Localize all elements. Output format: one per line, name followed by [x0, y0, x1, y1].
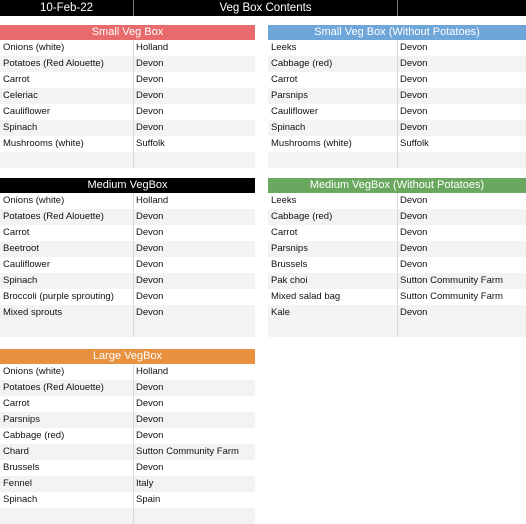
table-row: [0, 444, 255, 460]
column-divider: [133, 305, 134, 321]
column-divider: [133, 152, 134, 168]
table-row: [0, 225, 255, 241]
column-divider: [397, 321, 398, 337]
origin-cell[interactable]: Devon: [400, 227, 428, 238]
column-divider: [133, 120, 134, 136]
table-row: [0, 380, 255, 396]
column-divider: [397, 241, 398, 257]
table-row: [0, 72, 255, 88]
table-row: [0, 136, 255, 152]
origin-cell[interactable]: Devon: [400, 195, 428, 206]
item-cell[interactable]: Mushrooms (white): [271, 138, 352, 149]
item-cell[interactable]: Mixed sprouts: [3, 307, 63, 318]
column-divider: [397, 152, 398, 168]
item-cell[interactable]: Spinach: [271, 122, 306, 133]
item-cell[interactable]: Parsnips: [271, 243, 308, 254]
item-cell[interactable]: Leeks: [271, 42, 297, 53]
item-cell[interactable]: Fennel: [3, 478, 33, 489]
origin-cell[interactable]: Suffolk: [400, 138, 429, 149]
small-veg-box-title[interactable]: Small Veg Box: [0, 25, 255, 40]
large-vegbox-rows: [0, 364, 255, 524]
origin-cell[interactable]: Devon: [136, 58, 164, 69]
column-divider: [397, 273, 398, 289]
item-cell[interactable]: Parsnips: [271, 90, 308, 101]
item-cell[interactable]: Cabbage (red): [3, 430, 65, 441]
origin-cell[interactable]: Sutton Community Farm: [400, 275, 503, 286]
item-cell[interactable]: Spinach: [3, 494, 38, 505]
empty-row[interactable]: [0, 321, 255, 337]
origin-cell[interactable]: Sutton Community Farm: [400, 291, 503, 302]
origin-cell[interactable]: Devon: [400, 74, 428, 85]
table-row: [0, 396, 255, 412]
item-cell[interactable]: Potatoes (Red Alouette): [3, 58, 104, 69]
empty-row[interactable]: [268, 321, 526, 337]
table-row: [0, 428, 255, 444]
item-cell[interactable]: Cauliflower: [271, 106, 318, 117]
item-cell[interactable]: Carrot: [271, 74, 298, 85]
column-divider: [133, 88, 134, 104]
item-cell[interactable]: Potatoes (Red Alouette): [3, 211, 104, 222]
medium-vegbox-without-potatoes-table: [268, 178, 526, 337]
table-row: [268, 72, 526, 88]
column-divider: [133, 412, 134, 428]
origin-cell[interactable]: Devon: [400, 211, 428, 222]
origin-cell[interactable]: Suffolk: [136, 138, 165, 149]
table-row: [0, 257, 255, 273]
column-divider: [133, 241, 134, 257]
table-row: [268, 193, 526, 209]
column-divider: [397, 305, 398, 321]
table-row: [268, 88, 526, 104]
origin-cell[interactable]: Devon: [136, 122, 164, 133]
column-divider: [133, 104, 134, 120]
item-cell[interactable]: Cauliflower: [3, 259, 50, 270]
table-row: [0, 104, 255, 120]
column-divider: [133, 396, 134, 412]
column-divider: [133, 364, 134, 380]
column-divider: [133, 289, 134, 305]
origin-cell[interactable]: Devon: [136, 414, 164, 425]
item-cell[interactable]: Potatoes (Red Alouette): [3, 382, 104, 393]
large-vegbox-table: [0, 349, 255, 524]
table-row: [268, 40, 526, 56]
table-row: [0, 241, 255, 257]
origin-cell[interactable]: Devon: [400, 243, 428, 254]
sheet-header: [0, 0, 526, 16]
medium-vegbox-title[interactable]: Medium VegBox: [0, 178, 255, 193]
column-divider: [133, 460, 134, 476]
item-cell[interactable]: Onions (white): [3, 195, 65, 206]
table-row: [0, 460, 255, 476]
item-cell[interactable]: Celeriac: [3, 90, 38, 101]
table-row: [0, 56, 255, 72]
item-cell[interactable]: Leeks: [271, 195, 297, 206]
item-cell[interactable]: Chard: [3, 446, 29, 457]
table-row: [268, 225, 526, 241]
table-row: [0, 305, 255, 321]
origin-cell[interactable]: Spain: [136, 494, 161, 505]
origin-cell[interactable]: Devon: [400, 106, 428, 117]
origin-cell[interactable]: Devon: [136, 243, 164, 254]
medium-vegbox-without-potatoes-rows: [268, 193, 526, 337]
medium-vegbox-table: [0, 178, 255, 337]
table-row: [0, 40, 255, 56]
column-divider: [133, 492, 134, 508]
item-cell[interactable]: Kale: [271, 307, 291, 318]
origin-cell[interactable]: Devon: [400, 58, 428, 69]
item-cell[interactable]: Parsnips: [3, 414, 40, 425]
origin-cell[interactable]: Devon: [400, 307, 428, 318]
table-row: [0, 476, 255, 492]
origin-cell[interactable]: Devon: [136, 90, 164, 101]
origin-cell[interactable]: Holland: [136, 195, 169, 206]
origin-cell[interactable]: Devon: [136, 307, 164, 318]
origin-cell[interactable]: Sutton Community Farm: [136, 446, 239, 457]
origin-cell[interactable]: Devon: [136, 259, 164, 270]
item-cell[interactable]: Pak choi: [271, 275, 308, 286]
table-row: [0, 88, 255, 104]
table-row: [268, 289, 526, 305]
empty-row[interactable]: [0, 508, 255, 524]
column-divider: [397, 40, 398, 56]
column-divider: [397, 56, 398, 72]
header-divider: [397, 0, 398, 16]
item-cell[interactable]: Carrot: [271, 227, 298, 238]
item-cell[interactable]: Carrot: [3, 398, 30, 409]
item-cell[interactable]: Spinach: [3, 275, 38, 286]
item-cell[interactable]: Beetroot: [3, 243, 39, 254]
origin-cell[interactable]: Italy: [136, 478, 154, 489]
origin-cell[interactable]: Devon: [136, 398, 164, 409]
column-divider: [397, 193, 398, 209]
origin-cell[interactable]: Devon: [136, 275, 164, 286]
item-cell[interactable]: Onions (white): [3, 366, 65, 377]
origin-cell[interactable]: Devon: [400, 259, 428, 270]
item-cell[interactable]: Onions (white): [3, 42, 65, 53]
small-veg-box-without-potatoes-table: [268, 25, 526, 168]
origin-cell[interactable]: Devon: [400, 122, 428, 133]
table-row: [268, 241, 526, 257]
table-row: [268, 257, 526, 273]
column-divider: [133, 209, 134, 225]
table-row: [0, 289, 255, 305]
column-divider: [133, 56, 134, 72]
table-row: [0, 193, 255, 209]
column-divider: [397, 104, 398, 120]
origin-cell[interactable]: Devon: [136, 430, 164, 441]
item-cell[interactable]: Cauliflower: [3, 106, 50, 117]
small-veg-box-rows: [0, 40, 255, 168]
column-divider: [133, 380, 134, 396]
table-row: [0, 412, 255, 428]
table-row: [268, 305, 526, 321]
small-veg-box-without-potatoes-title[interactable]: Small Veg Box (Without Potatoes): [268, 25, 526, 40]
origin-cell[interactable]: Holland: [136, 366, 169, 377]
column-divider: [133, 40, 134, 56]
item-cell[interactable]: Mushrooms (white): [3, 138, 84, 149]
small-veg-box-table: [0, 25, 255, 168]
column-divider: [397, 289, 398, 305]
origin-cell[interactable]: Devon: [136, 382, 164, 393]
column-divider: [133, 508, 134, 524]
table-row: [268, 56, 526, 72]
column-divider: [133, 428, 134, 444]
table-row: [268, 209, 526, 225]
origin-cell[interactable]: Devon: [136, 227, 164, 238]
column-divider: [397, 257, 398, 273]
header-title[interactable]: Veg Box Contents: [219, 2, 312, 14]
item-cell[interactable]: Cabbage (red): [271, 58, 333, 69]
origin-cell[interactable]: Devon: [136, 462, 164, 473]
column-divider: [133, 136, 134, 152]
column-divider: [133, 193, 134, 209]
origin-cell[interactable]: Holland: [136, 42, 169, 53]
item-cell[interactable]: Mixed salad bag: [271, 291, 341, 302]
origin-cell[interactable]: Devon: [136, 74, 164, 85]
table-row: [0, 209, 255, 225]
table-row: [0, 120, 255, 136]
table-row: [268, 120, 526, 136]
item-cell[interactable]: Carrot: [3, 74, 30, 85]
column-divider: [397, 136, 398, 152]
origin-cell[interactable]: Devon: [136, 106, 164, 117]
table-row: [0, 364, 255, 380]
small-veg-box-without-potatoes-rows: [268, 40, 526, 168]
column-divider: [133, 257, 134, 273]
column-divider: [133, 476, 134, 492]
origin-cell[interactable]: Devon: [136, 291, 164, 302]
table-row: [268, 136, 526, 152]
item-cell[interactable]: Brussels: [3, 462, 40, 473]
item-cell[interactable]: Broccoli (purple sprouting): [3, 291, 114, 302]
column-divider: [133, 321, 134, 337]
header-date[interactable]: 10-Feb-22: [39, 2, 94, 14]
origin-cell[interactable]: Devon: [400, 42, 428, 53]
column-divider: [133, 225, 134, 241]
column-divider: [397, 88, 398, 104]
item-cell[interactable]: Cabbage (red): [271, 211, 333, 222]
item-cell[interactable]: Brussels: [271, 259, 308, 270]
empty-row[interactable]: [0, 152, 255, 168]
table-row: [0, 273, 255, 289]
column-divider: [397, 120, 398, 136]
table-row: [0, 492, 255, 508]
column-divider: [397, 72, 398, 88]
column-divider: [133, 444, 134, 460]
origin-cell[interactable]: Devon: [400, 90, 428, 101]
table-row: [268, 104, 526, 120]
column-divider: [397, 209, 398, 225]
item-cell[interactable]: Carrot: [3, 227, 30, 238]
column-divider: [133, 273, 134, 289]
origin-cell[interactable]: Devon: [136, 211, 164, 222]
medium-vegbox-rows: [0, 193, 255, 337]
table-row: [268, 273, 526, 289]
large-vegbox-title[interactable]: Large VegBox: [0, 349, 255, 364]
column-divider: [133, 72, 134, 88]
item-cell[interactable]: Spinach: [3, 122, 38, 133]
medium-vegbox-without-potatoes-title[interactable]: Medium VegBox (Without Potatoes): [268, 178, 526, 193]
column-divider: [397, 225, 398, 241]
empty-row[interactable]: [268, 152, 526, 168]
